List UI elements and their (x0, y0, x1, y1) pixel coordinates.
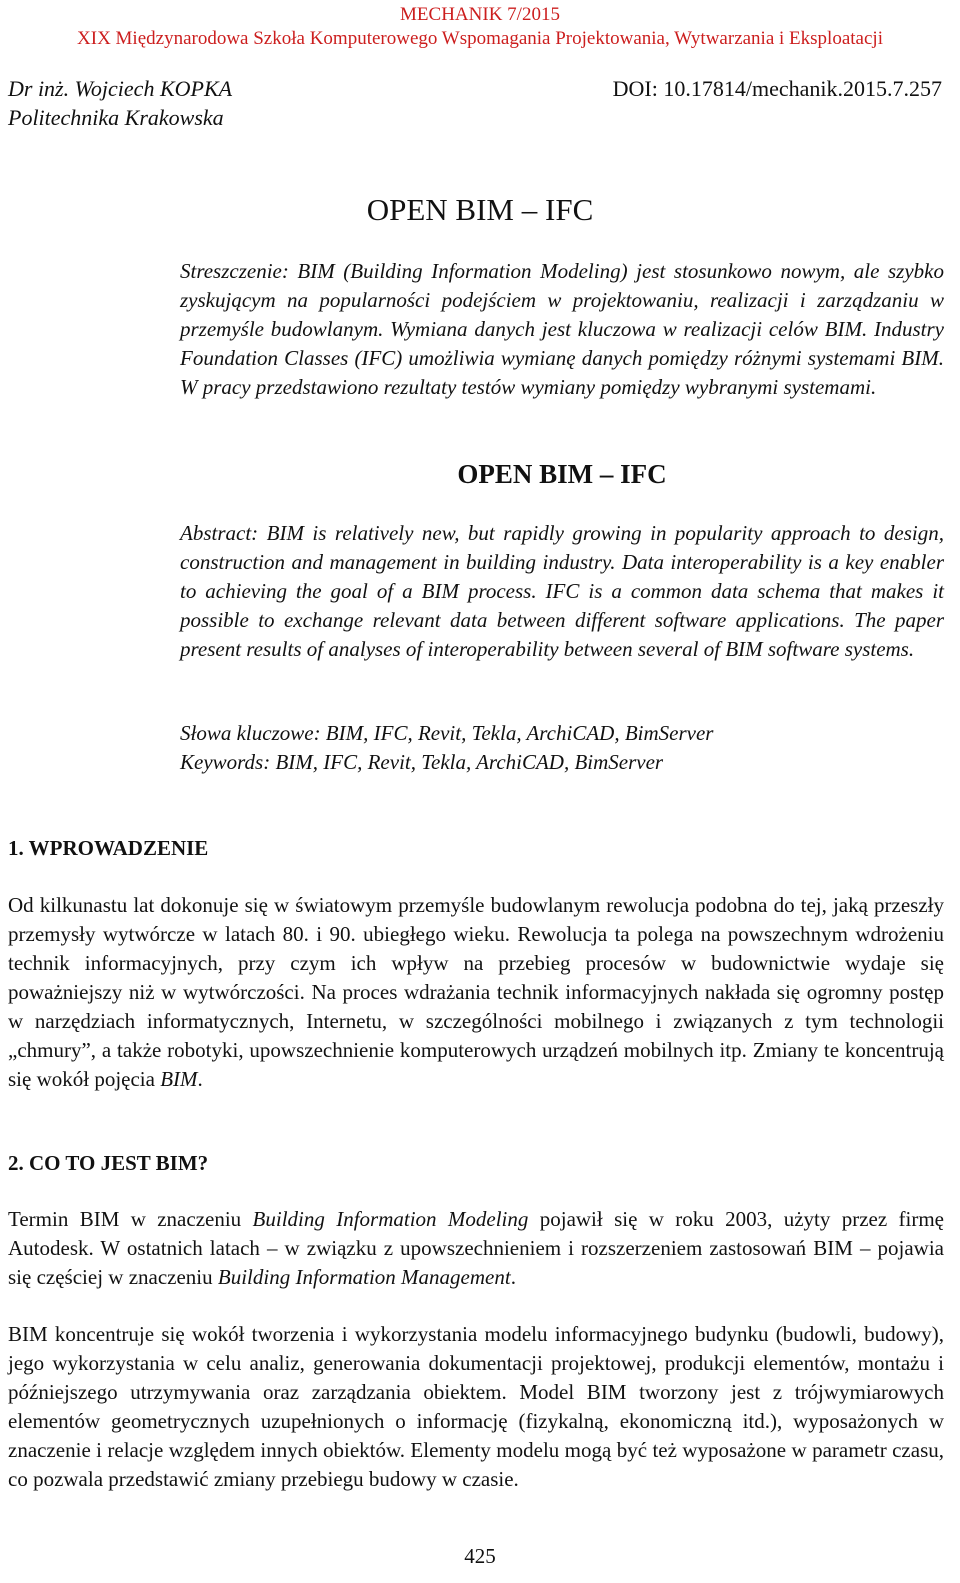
author-name: Dr inż. Wojciech KOPKA (8, 76, 233, 101)
paper-title-en: OPEN BIM – IFC (457, 459, 667, 489)
section-2-paragraph-2: BIM koncentruje się wokół tworzenia i wykorzystania modelu informacyjnego budynku (budowli, budowy), jego wykorzystania w celu analiz, generowania dokumentacji projektowej, produkcji elementów, montażu i późniejszego utrzymywania oraz zarządzania obiektem. Model BIM tworzony jest z trójwymiarowych elementów geometrycznych uzupełnionych o informację (fizykalną, ekonomiczną itd.), wyposażonych w znaczenie i relacje względem innych obiektów. Elementy modelu mogą być też wyposażone w parametr czasu, co pozwala przedstawić zmiany przebiegu budowy w czasie. (8, 1322, 944, 1491)
keywords-pl: Słowa kluczowe: BIM, IFC, Revit, Tekla, ArchiCAD, BimServer (180, 721, 714, 745)
section-2-heading: 2. CO TO JEST BIM? (8, 1151, 209, 1175)
journal-header: MECHANIK 7/2015 (400, 4, 560, 25)
page-number: 425 (464, 1544, 496, 1568)
section-2-paragraph-1: Termin BIM w znaczeniu Building Information Modeling pojawił się w roku 2003, użyty przez firmę Autodesk. W ostatnich latach – w związku z upowszechnieniem i rozszerzeniem zastosowań BIM – pojawia się częściej w znaczeniu Building Information Management. (8, 1207, 944, 1289)
abstract-pl: Streszczenie: BIM (Building Information Modeling) jest stosunkowo nowym, ale szybko zyskującym na popularności podejściem w projektowaniu, realizacji i zarządzaniu w przemyśle budowlanym. Wymiana danych jest kluczowa w realizacji celów BIM. Industry Foundation Classes (IFC) umożliwia wymianę danych pomiędzy różnymi systemami BIM. W pracy przedstawiono rezultaty testów wymiany pomiędzy wybranymi systemami. (180, 259, 944, 399)
conference-header: XIX Międzynarodowa Szkoła Komputerowego Wspomagania Projektowania, Wytwarzania i Eksploatacji (77, 28, 883, 49)
section-1-heading: 1. WPROWADZENIE (8, 836, 209, 860)
doi: DOI: 10.17814/mechanik.2015.7.257 (612, 76, 942, 101)
section-1-body: Od kilkunastu lat dokonuje się w światowym przemyśle budowlanym rewolucja podobna do tej, jaką przeszły przemysły wytwórcze w latach 80. i 90. ubiegłego wieku. Rewolucja ta polega na powszechnym wdrożeniu technik informacyjnych, przy czym ich wpływ na przebieg procesów w budownictwie wydaje się poważniejszy niż w wytwórczości. Na proces wdrażania technik informacyjnych nakłada się ogromny postęp w narzędziach informatycznych, Internetu, w szczególności mobilnego i związanych z tym technologii „chmury”, a także robotyki, upowszechnienie komputerowych urządzeń mobilnych itp. Zmiany te koncentrują się wokół pojęcia BIM. (8, 893, 944, 1091)
author-affiliation: Politechnika Krakowska (8, 105, 224, 130)
abstract-en: Abstract: BIM is relatively new, but rapidly growing in popularity approach to design, construction and management in building industry. Data interoperability is a key enabler to achieving the goal of a BIM process. IFC is a common data schema that makes it possible to exchange relevant data between different software applications. The paper present results of analyses of interoperability between several of BIM software systems. (180, 521, 944, 661)
paper-title-pl: OPEN BIM – IFC (366, 192, 594, 227)
keywords-en: Keywords: BIM, IFC, Revit, Tekla, ArchiCAD, BimServer (180, 750, 664, 774)
